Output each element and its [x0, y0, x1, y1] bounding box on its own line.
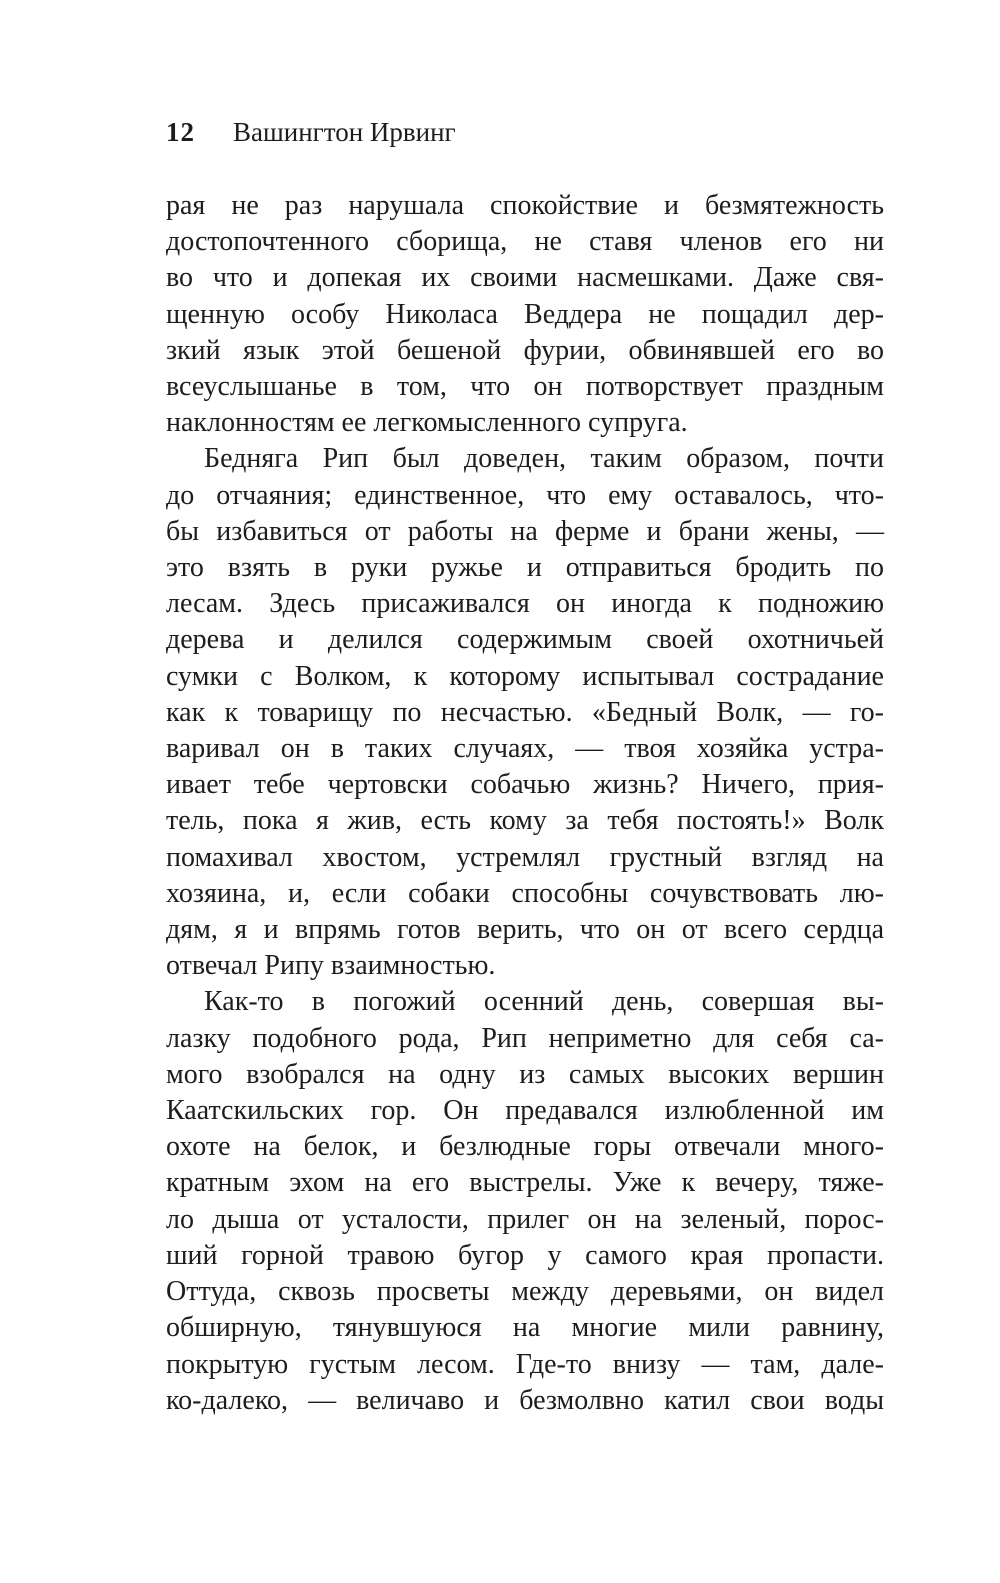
- text-block: [166, 188, 884, 1419]
- body-line: мого взобрался на одну из самых высоких вершин: [166, 1058, 884, 1090]
- body-line: хозяина, и, если собаки способны сочувствовать лю-: [166, 877, 884, 909]
- body-line: обширную, тянувшуюся на многие мили равнину,: [166, 1312, 884, 1344]
- page-number: 12: [166, 117, 195, 147]
- body-line: лазку подобного рода, Рип неприметно для себя са-: [166, 1022, 884, 1054]
- body-line: помахивал хвостом, устремлял грустный взгляд на: [166, 841, 884, 873]
- paragraph: [166, 441, 884, 984]
- body-line: Бедняга Рип был доведен, таким образом, почти: [204, 443, 884, 475]
- body-line: тель, пока я жив, есть кому за тебя постоять!» Волк: [166, 805, 884, 837]
- body-line: рая не раз нарушала спокойствие и безмятежность: [166, 190, 884, 221]
- running-header: [166, 116, 456, 148]
- body-line: сумки с Волком, к которому испытывал сострадание: [166, 660, 884, 692]
- paragraph: [166, 188, 884, 441]
- body-line: лесам. Здесь присаживался он иногда к подножию: [166, 588, 884, 620]
- body-line: это взять в руки ружье и отправиться бродить по: [166, 552, 884, 584]
- body-line: всеуслышанье в том, что он потворствует праздным: [166, 371, 884, 403]
- body-line: варивал он в таких случаях, — твоя хозяйка устра-: [166, 733, 884, 765]
- body-line: наклонностям ее легкомысленного супруга.: [166, 407, 688, 439]
- body-line: отвечал Рипу взаимностью.: [166, 950, 496, 982]
- body-line: ший горной травою бугор у самого края пропасти.: [166, 1239, 884, 1271]
- author-name: Вашингтон Ирвинг: [233, 117, 456, 147]
- body-line: дерева и делился содержимым своей охотничьей: [166, 624, 884, 656]
- body-line: зкий язык этой бешеной фурии, обвинявшей его во: [166, 334, 884, 366]
- body-line: Оттуда, сквозь просветы между деревьями, он видел: [166, 1276, 884, 1308]
- body-line: Как-то в погожий осенний день, совершая вы-: [204, 986, 884, 1018]
- body-line: щенную особу Николаса Веддера не пощадил дер-: [166, 298, 884, 330]
- body-line: охоте на белок, и безлюдные горы отвечали много-: [166, 1131, 884, 1163]
- body-line: до отчаяния; единственное, что ему оставалось, что-: [166, 479, 884, 511]
- body-line: Каатскильских гор. Он предавался излюбленной им: [166, 1095, 884, 1127]
- body-line: ко-далеко, — величаво и безмолвно катил свои воды: [166, 1384, 884, 1416]
- body-line: бы избавиться от работы на ферме и брани жены, —: [166, 515, 884, 547]
- paragraph: [166, 984, 884, 1418]
- body-line: достопочтенного сборища, не ставя членов его ни: [166, 226, 884, 258]
- body-line: ло дыша от усталости, прилег он на зеленый, порос-: [166, 1203, 884, 1235]
- body-line: ивает тебе чертовски собачью жизнь? Ничего, прия-: [166, 769, 884, 801]
- body-line: кратным эхом на его выстрелы. Уже к вечеру, тяже-: [166, 1167, 884, 1199]
- body-line: дям, я и впрямь готов верить, что он от всего сердца: [166, 914, 884, 946]
- body-line: как к товарищу по несчастью. «Бедный Волк, — го-: [166, 696, 884, 728]
- body-line: покрытую густым лесом. Где-то внизу — там, дале-: [166, 1348, 884, 1380]
- body-line: во что и допекая их своими насмешками. Даже свя-: [166, 262, 884, 294]
